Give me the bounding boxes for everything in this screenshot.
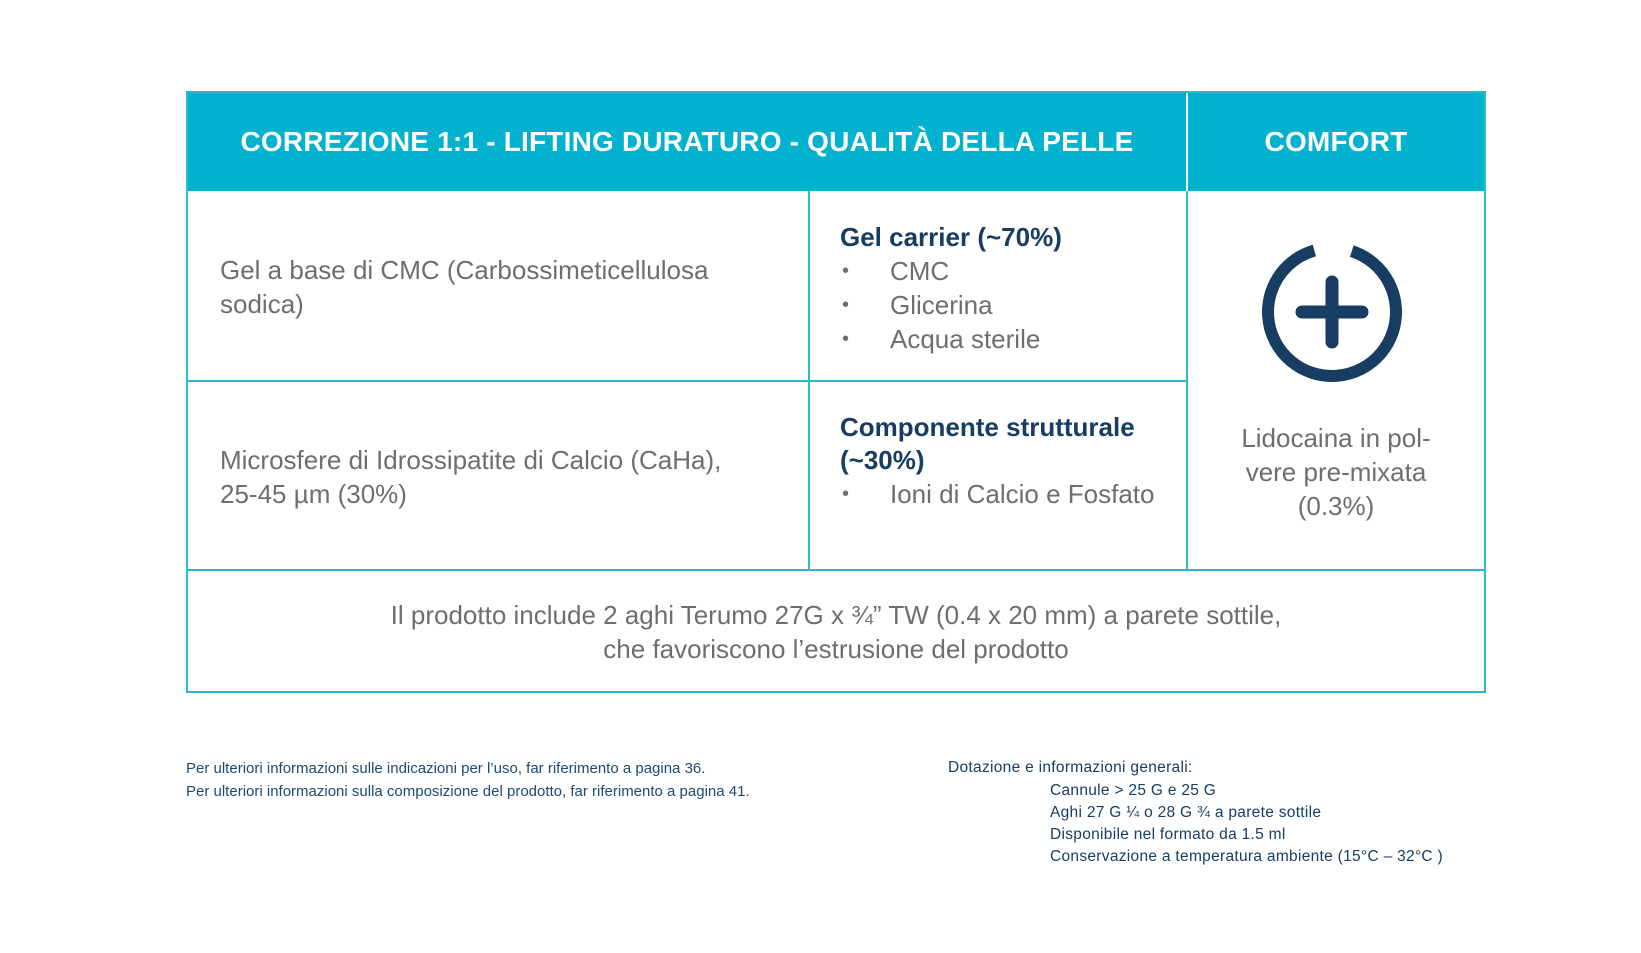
row2-component-title: Componente strutturale (~30%) [840,412,1135,475]
product-table [186,91,1486,693]
info-item: Aghi 27 G ¼ o 28 G ¾ a parete sottile [1050,804,1322,821]
row-divider [188,380,1186,382]
header-main-title: CORREZIONE 1:1 - LIFTING DURATURO - QUALITÀ DELLA PELLE [240,126,1134,157]
plus-circle-icon [1258,238,1406,386]
info-item: Conservazione a temperatura ambiente (15°C – 32°C ) [1050,848,1443,865]
list-item: • Ioni di Calcio e Fosfato [842,479,1155,509]
list-item: • Acqua sterile [842,324,1041,354]
row2-component [840,411,1170,511]
row1-component [840,221,1170,356]
row1-component-list [840,254,1170,356]
note-line-2: Per ulteriori informazioni sulla composizione del prodotto, far riferimento a pagina 41. [186,783,750,800]
row1-component-title: Gel carrier (~70%) [840,222,1062,252]
row2-description: Microsfere di Idrossipatite di Calcio (CaHa), 25-45 µm (30%) [220,445,722,509]
info-item: Cannule > 25 G e 25 G [1050,782,1217,799]
list-item: • CMC [842,256,950,286]
header-comfort-title: COMFORT [1264,126,1408,157]
footer-line-2: che favoriscono l’estrusione del prodotto [603,634,1069,664]
info-title: Dotazione e informazioni generali: [948,759,1193,776]
info-item: Disponibile nel formato da 1.5 ml [1050,826,1286,843]
list-item: • Glicerina [842,290,993,320]
row2-component-list [840,477,1170,511]
note-line-1: Per ulteriori informazioni sulle indicazioni per l’uso, far riferimento a pagina 36. [186,760,706,777]
table-header [188,93,1484,191]
footer-divider [188,569,1484,571]
comfort-text: Lidocaina in pol- vere pre-mixata (0.3%) [1241,423,1431,521]
row1-description: Gel a base di CMC (Carbossimeticellulosa sodica) [220,255,709,319]
footer-line-1: Il prodotto include 2 aghi Terumo 27G x ¾” TW (0.4 x 20 mm) a parete sottile, [390,600,1282,630]
